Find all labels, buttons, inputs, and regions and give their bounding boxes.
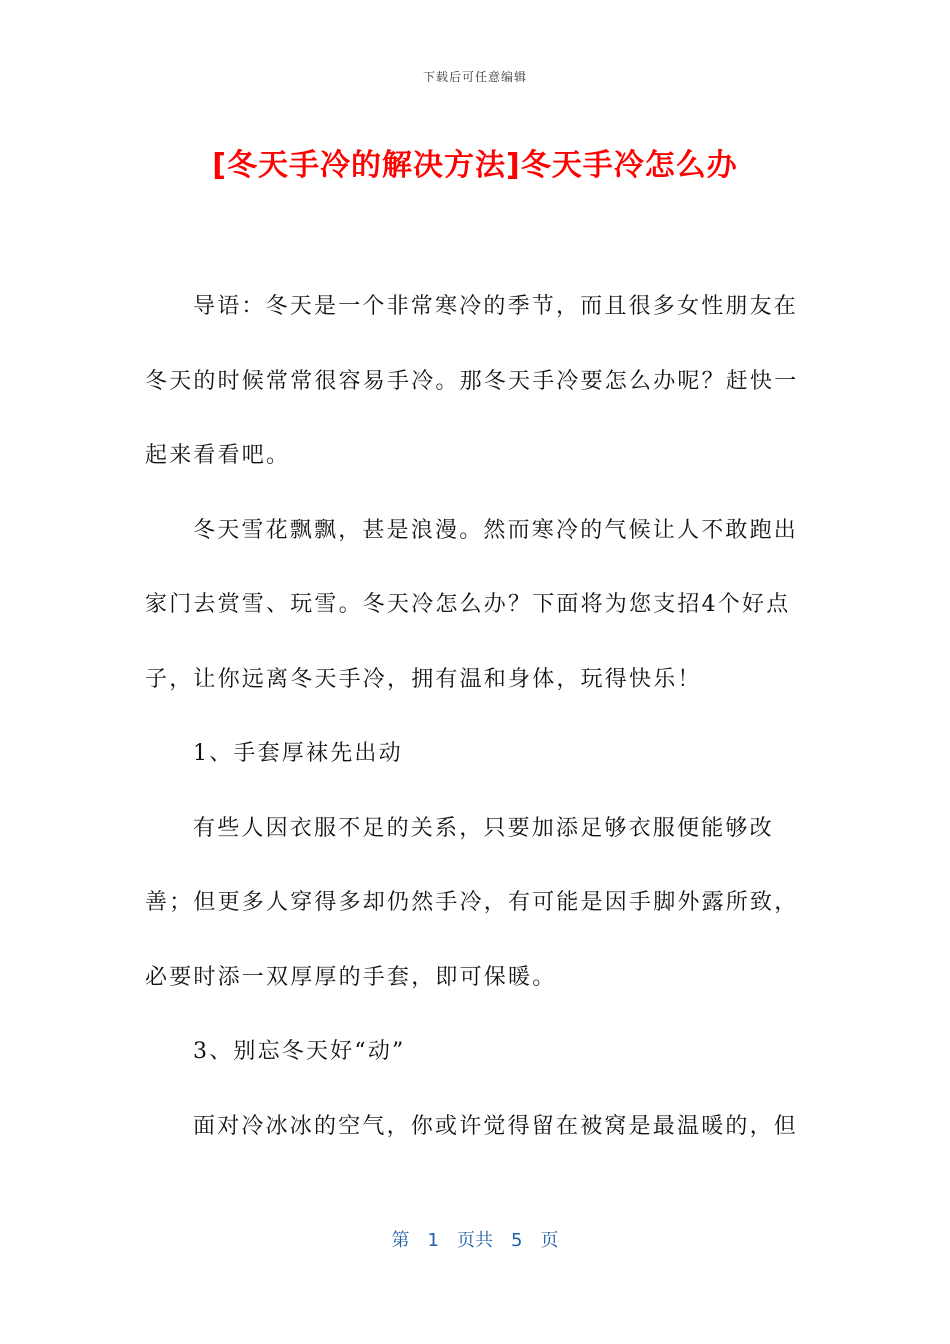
header-note: 下载后可任意编辑	[422, 70, 527, 84]
paragraph-snow: 冬天雪花飘飘，甚是浪漫。然而寒冷的气候让人不敢跑出家门去赏雪、玩雪。冬天冷怎么办？下面将为您支招4个好点子，让你远离冬天手冷，拥有温和身体，玩得快乐！	[145, 517, 799, 692]
page-label-mid: 页共	[457, 1230, 493, 1251]
paragraph-exercise: 面对冷冰冰的空气，你或许觉得留在被窝是最温暖的，但	[193, 1113, 799, 1139]
total-pages-number: 5	[511, 1230, 523, 1251]
page-footer	[0, 1226, 950, 1252]
paragraph-gloves: 有些人因衣服不足的关系，只要加添足够衣服便能够改善；但更多人穿得多却仍然手冷，有可能是因手脚外露所致，必要时添一双厚厚的手套，即可保暖。	[145, 815, 799, 990]
document-body	[145, 270, 805, 1164]
current-page-number: 1	[427, 1230, 439, 1251]
section-heading-exercise: 3、别忘冬天好“动”	[193, 1039, 406, 1064]
page-label-prefix: 第	[391, 1230, 410, 1251]
document-title: [冬天手冷的解决方法]冬天手冷怎么办	[212, 148, 738, 183]
paragraph-intro: 导语：冬天是一个非常寒冷的季节，而且很多女性朋友在冬天的时候常常很容易手冷。那冬天手冷要怎么办呢？赶快一起来看看吧。	[145, 294, 799, 468]
page-label-suffix: 页	[540, 1230, 559, 1251]
section-heading-gloves: 1、手套厚袜先出动	[193, 741, 403, 766]
